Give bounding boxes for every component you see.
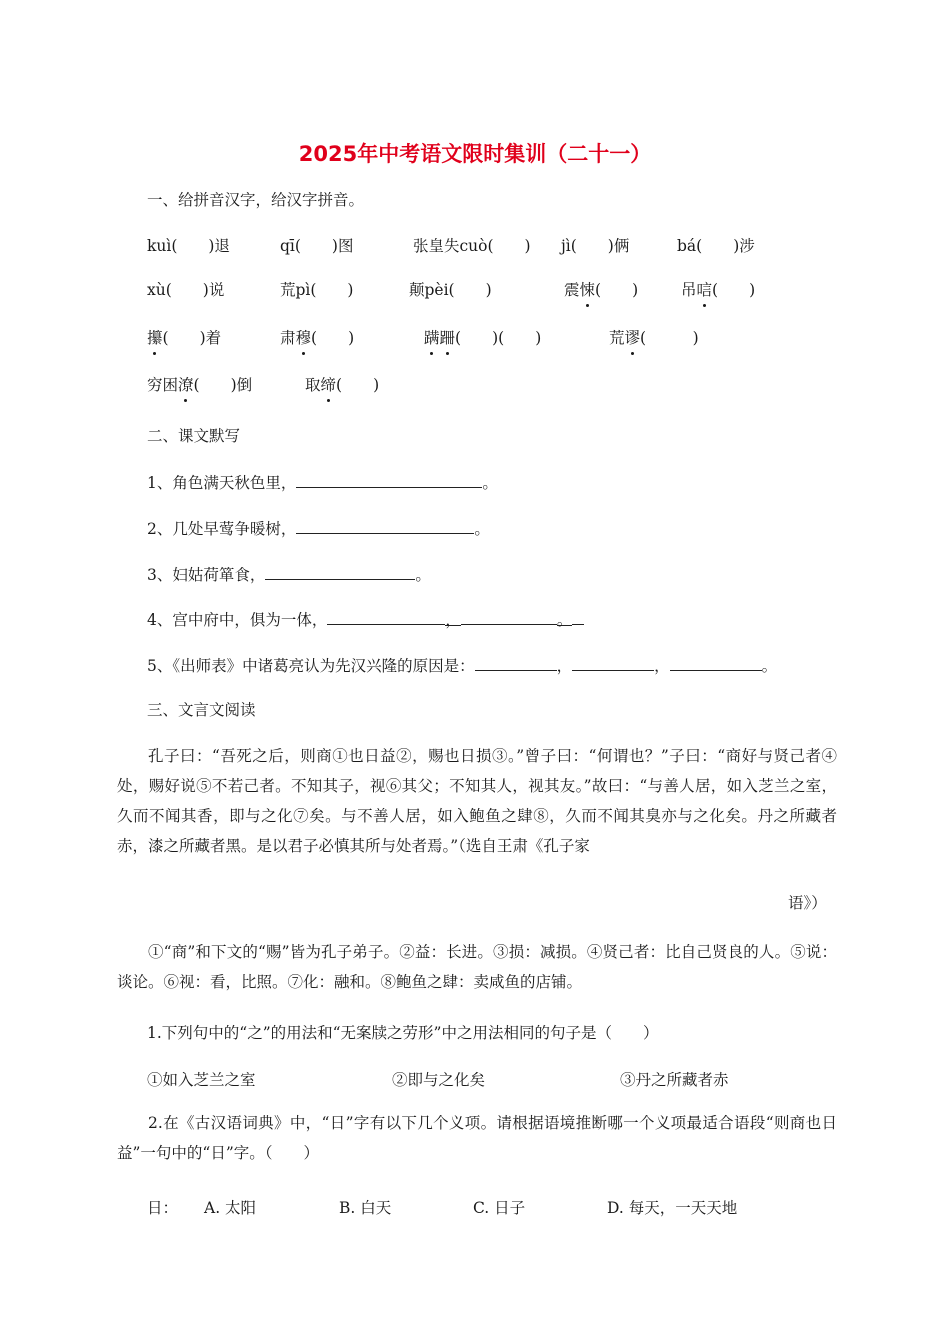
word-prefix: 肃: [280, 329, 296, 347]
pinyin-item: xù( )说: [147, 281, 225, 299]
answer-blank: ( ): [595, 281, 639, 299]
passage-source-tail: 语》）: [788, 894, 827, 912]
dotted-char: 跚: [440, 326, 456, 348]
q2-option: D. 每天，一天天地: [607, 1199, 738, 1217]
dotted-char: 蹒: [424, 326, 440, 348]
word-prefix: 取: [305, 376, 321, 394]
pinyin-item: 荒pì( ): [280, 281, 354, 299]
question-1: 1.下列句中的“之”的用法和“无案牍之劳形”中之用法相同的句子是（ ）: [147, 1024, 659, 1042]
answer-blank: ( ): [311, 329, 355, 347]
dotted-char: 悚: [580, 278, 596, 300]
pinyin-item: bá( )涉: [677, 237, 755, 255]
q2-option: A. 太阳: [204, 1199, 257, 1217]
pinyin-item: [280, 326, 354, 348]
pinyin-item: [609, 326, 699, 348]
pinyin-item: [681, 278, 755, 300]
answer-line: [296, 516, 474, 534]
answer-blank: ( ): [640, 329, 699, 347]
comma-mark: ，: [556, 657, 573, 675]
dotted-char: 穆: [296, 326, 312, 348]
recitation-prompt: 1、角色满天秋色里，: [147, 474, 297, 492]
answer-blank: ( ): [162, 329, 206, 347]
page-title: 2025年中考语文限时集训（二十一）: [298, 142, 652, 166]
answer-line: [572, 653, 654, 671]
recitation-prompt: 4、宫中府中，俱为一体，: [147, 611, 328, 629]
q2-label: 日：: [147, 1199, 179, 1217]
word-prefix: 荒: [609, 329, 625, 347]
recitation-item: [147, 607, 584, 630]
end-mark: 。: [474, 520, 490, 538]
recitation-item: [147, 562, 431, 585]
answer-line: [475, 653, 557, 671]
end-mark: 。: [482, 474, 498, 492]
recitation-item: [147, 470, 498, 493]
pinyin-item: qī( )图: [280, 237, 354, 255]
q1-option: ①如入芝兰之室: [147, 1071, 256, 1089]
answer-line: [265, 562, 415, 580]
section1-heading: 一、给拼音汉字，给汉字拼音。: [147, 191, 365, 209]
comma-mark: ，: [654, 657, 670, 675]
answer-blank: )( ): [492, 329, 542, 347]
classical-passage: 孔子曰：“吾死之后，则商①也日益②，赐也日损③。”曾子曰：“何谓也？”子曰：“商好与贤己者④处，赐好说⑤不若己者。不知其子，视⑥其父；不知其人，视其友。”故曰：“与善人居，如入芝兰之室，久而不闻其香，即与之化⑦矣。与不善人居，如入鲍鱼之肆⑧，久而不闻其臭亦与之化矣。丹之所藏者赤，漆之所藏者黑。是以君子必慎其所与处者焉。”（选自王肃《孔子家: [117, 747, 837, 855]
question-2: 2.在《古汉语词典》中，“日”字有以下几个义项。请根据语境推断哪一个义项最适合语段“则商也日益”一句中的“日”字。（ ）: [117, 1114, 837, 1162]
recitation-prompt: 2、几处早莺争暖树，: [147, 520, 297, 538]
answer-blank: (: [455, 329, 493, 347]
end-mark: 。: [415, 566, 431, 584]
pinyin-item: [147, 373, 252, 395]
answer-line: [670, 653, 762, 671]
word-suffix: 着: [205, 329, 222, 347]
answer-line: [296, 470, 482, 488]
dotted-char: 谬: [625, 326, 641, 348]
q2-option: B. 白天: [339, 1199, 392, 1217]
pinyin-item: [305, 373, 379, 395]
word-prefix: 穷困: [147, 376, 179, 394]
q1-option: ②即与之化矣: [392, 1071, 486, 1089]
section3-heading: 三、文言文阅读: [147, 701, 256, 719]
pinyin-item: 颠pèi( ): [409, 281, 492, 299]
answer-blank: ( )倒: [193, 376, 253, 394]
section2-heading: 二、课文默写: [147, 427, 241, 445]
end-mark: 。: [557, 608, 573, 626]
dotted-char: 唁: [697, 278, 713, 300]
recitation-item: [147, 516, 490, 539]
dotted-char: 攥: [147, 326, 163, 348]
answer-blank: ( ): [712, 281, 756, 299]
answer-line: [572, 607, 584, 625]
end-mark: 。: [761, 657, 778, 675]
pinyin-item: kuì( )退: [147, 237, 230, 255]
answer-line: [327, 607, 445, 625]
answer-blank: ( ): [336, 376, 380, 394]
recitation-item: [147, 653, 777, 676]
pinyin-item: 张皇失cuò( ): [413, 237, 531, 255]
word-prefix: 震: [564, 281, 580, 299]
pinyin-item: [564, 278, 638, 300]
recitation-prompt: 3、妇姑荷箪食，: [147, 566, 266, 584]
comma-mark: ，: [445, 608, 461, 626]
q2-option: C. 日子: [473, 1199, 526, 1217]
answer-line: [461, 607, 557, 625]
recitation-prompt: 5、《出师表》中诸葛亮认为先汉兴隆的原因是：: [147, 657, 475, 675]
pinyin-item: [147, 326, 221, 348]
pinyin-item: jì( )俩: [561, 237, 630, 255]
word-prefix: 吊: [681, 281, 697, 299]
q1-option: ③丹之所藏者赤: [620, 1071, 729, 1089]
dotted-char: 缔: [321, 373, 337, 395]
annotation-notes: ①“商”和下文的“赐”皆为孔子弟子。②益：长进。③损：减损。④贤己者：比自己贤良的人。⑤说：谈论。⑥视：看，比照。⑦化：融和。⑧鲍鱼之肆：卖咸鱼的店铺。: [117, 943, 837, 991]
dotted-char: 潦: [178, 373, 194, 395]
pinyin-item: [424, 326, 541, 348]
